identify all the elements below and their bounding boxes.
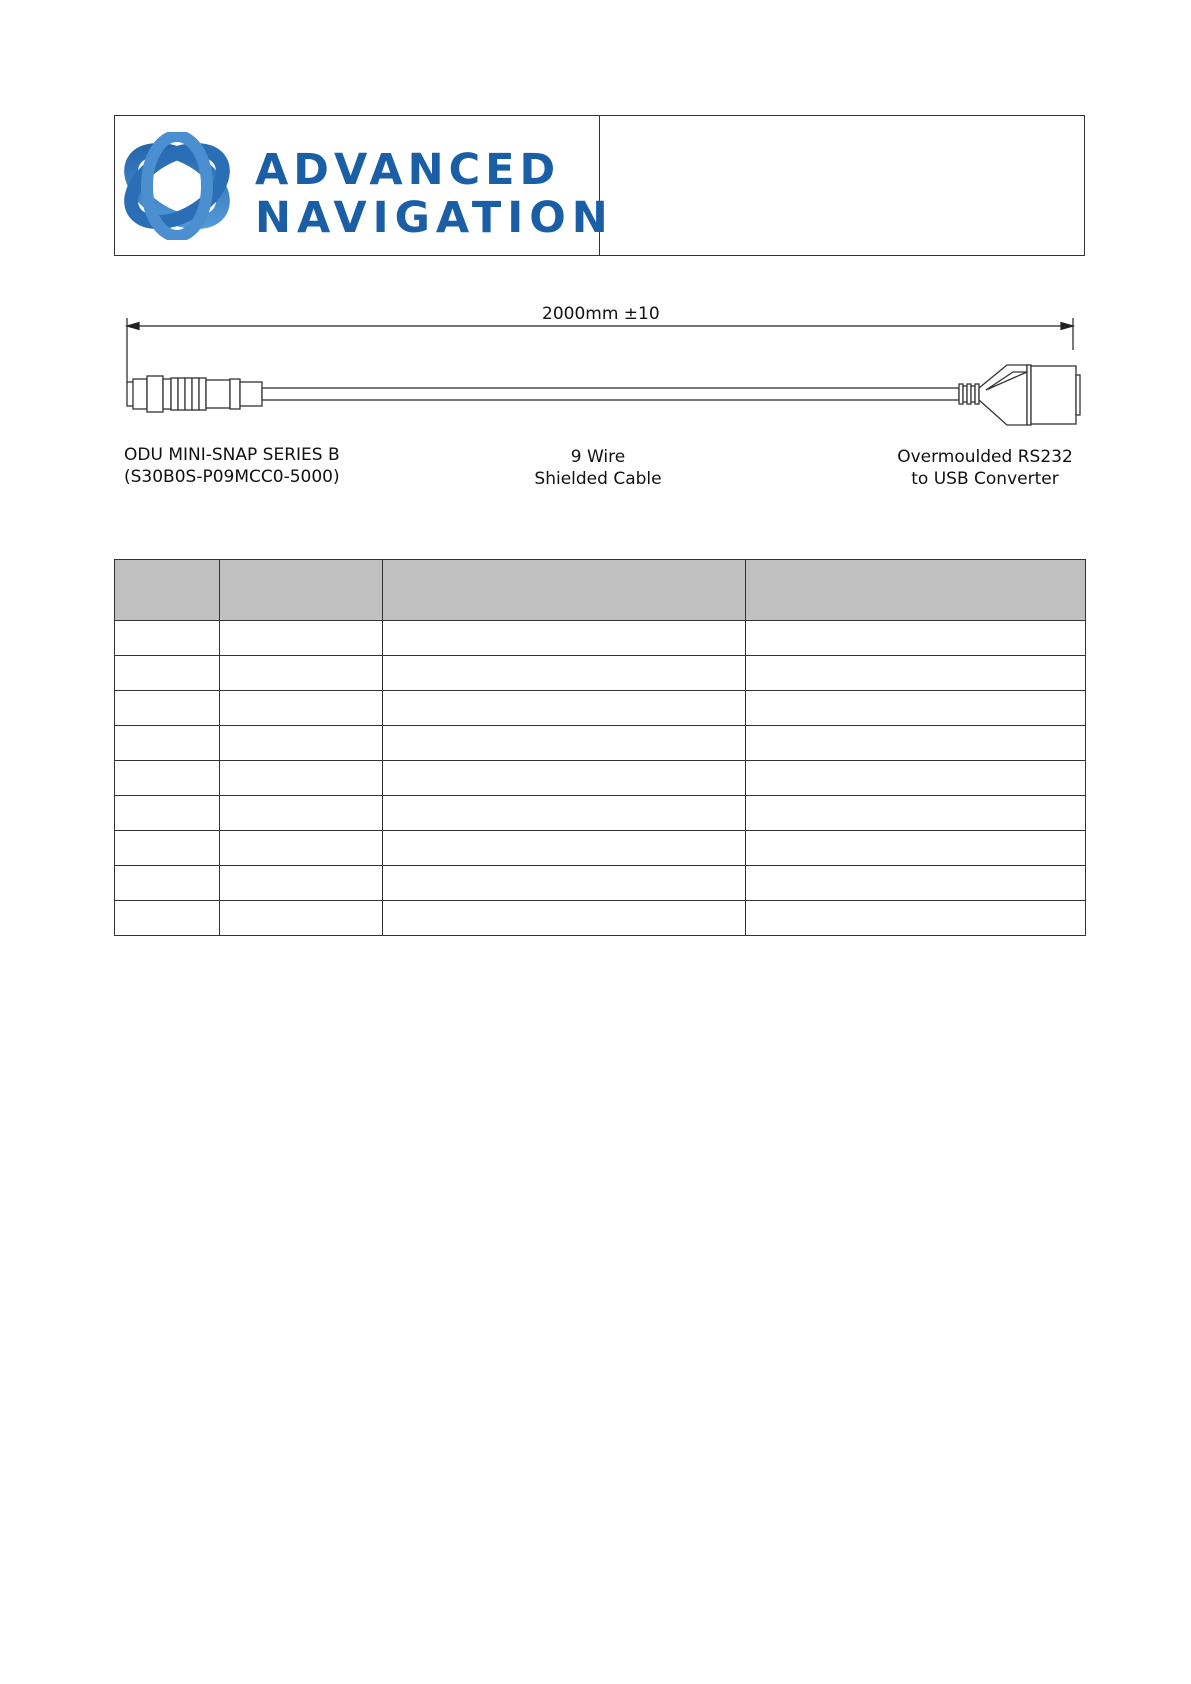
table-cell [115,831,220,866]
connector-label [124,444,340,488]
table-row [115,761,1086,796]
dimension-label [540,304,662,324]
dimension-line [127,318,1073,385]
brand-line-2: NAVIGATION [255,193,614,243]
table-cell [220,691,383,726]
table-cell [383,831,746,866]
table-cell [383,761,746,796]
table-cell [746,691,1086,726]
table-cell [115,796,220,831]
table-cell [115,726,220,761]
table-row [115,831,1086,866]
shielded-cable-shape [262,388,959,400]
dimension-value: 2000mm [542,304,624,324]
table-header-cell [746,560,1086,621]
table-cell [115,761,220,796]
table-cell [746,621,1086,656]
table-cell [220,726,383,761]
title-cell [600,116,1084,255]
table-cell [115,621,220,656]
table-cell [746,831,1086,866]
cable-label [498,446,698,490]
advanced-navigation-logo-icon [121,132,233,240]
table-cell [220,796,383,831]
table-header-cell [383,560,746,621]
pinout-table [114,559,1086,936]
brand-wordmark [255,146,614,242]
table-cell [220,621,383,656]
header-box [114,115,1085,256]
table-cell [115,656,220,691]
converter-label-line-2: to USB Converter [911,469,1059,489]
table-row [115,691,1086,726]
dimension-tolerance: ±10 [623,304,660,324]
table-cell [115,691,220,726]
converter-label-line-1: Overmoulded RS232 [897,447,1073,467]
table-cell [383,796,746,831]
table-header-row [115,560,1086,621]
table-row [115,726,1086,761]
table-cell [383,901,746,936]
table-row [115,901,1086,936]
table-cell [115,901,220,936]
cable-label-line-1: 9 Wire [570,447,626,467]
converter-label [880,446,1090,490]
table-cell [746,726,1086,761]
brand-line-1: ADVANCED [255,145,561,195]
table-cell [220,831,383,866]
table-row [115,796,1086,831]
odu-connector-shape [127,376,262,412]
table-cell [115,866,220,901]
usb-converter-shape [959,365,1080,425]
table-row [115,621,1086,656]
table-cell [220,656,383,691]
table-cell [746,796,1086,831]
connector-label-line-2: (S30B0S-P09MCC0-5000) [124,467,340,487]
table-header-cell [115,560,220,621]
table-cell [746,656,1086,691]
table-cell [220,761,383,796]
table-cell [383,866,746,901]
connector-label-line-1: ODU MINI-SNAP SERIES B [124,445,340,465]
logo-cell [115,116,614,255]
table-cell [383,726,746,761]
table-cell [746,761,1086,796]
table-cell [220,866,383,901]
table-row [115,866,1086,901]
table-cell [383,656,746,691]
table-header-cell [220,560,383,621]
table-row [115,656,1086,691]
table-cell [383,621,746,656]
table-cell [746,901,1086,936]
table-cell [220,901,383,936]
cable-label-line-2: Shielded Cable [534,469,662,489]
table-cell [746,866,1086,901]
table-cell [383,691,746,726]
